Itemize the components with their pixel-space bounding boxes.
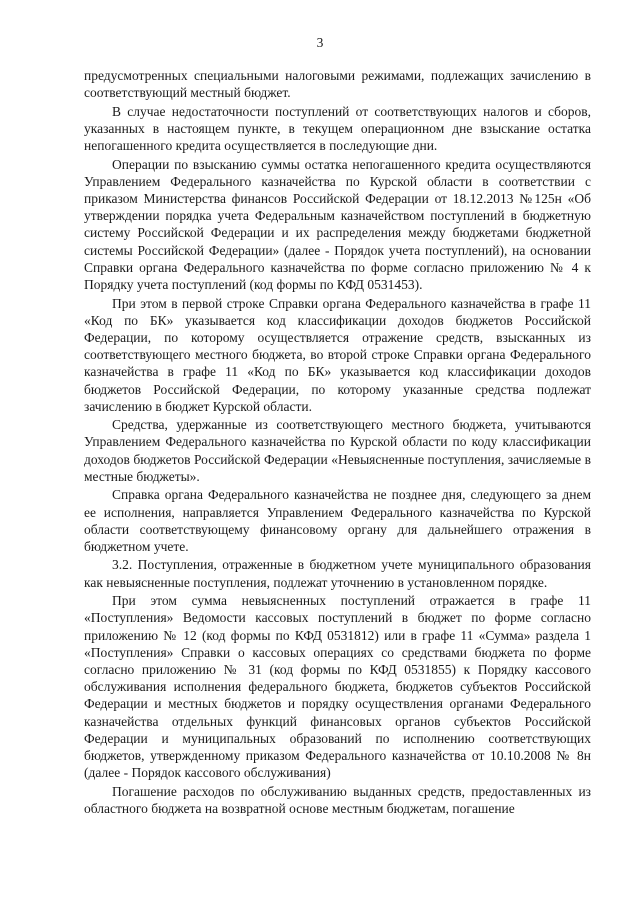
paragraph: 3.2. Поступления, отраженные в бюджетном учете муниципального образования как невыясненные поступления, подлежат уточнению в установленном порядке. [84,557,591,590]
page-number: 3 [316,35,324,50]
paragraph: Средства, удержанные из соответствующего местного бюджета, учитываются Управлением Федерального казначейства по Курской области по коду классификации доходов бюджетов Российской Федерации «Невыясненные поступления, зачисляемые в местные бюджеты». [84,417,591,484]
paragraph: Погашение расходов по обслуживанию выданных средств, предоставленных из областного бюджета на возвратной основе местным бюджетам, погашение [84,783,591,816]
paragraph: предусмотренных специальными налоговыми режимами, подлежащих зачислению в соответствующий местный бюджет. [84,68,591,101]
paragraph: В случае недостаточности поступлений от соответствующих налогов и сборов, указанных в настоящем пункте, в текущем операционном дне взыскание остатка непогашенного кредита осуществляется в последующие дни. [84,103,591,154]
paragraph: Справка органа Федерального казначейства не позднее дня, следующего за днем ее исполнения, направляется Управлением Федерального казначейства по Курской области соответствующему финансовому органу для дальнейшего отражения в бюджетном учете. [84,487,591,554]
document-body [84,67,591,818]
paragraph: Операции по взысканию суммы остатка непогашенного кредита осуществляются Управлением Федерального казначейства по Курской области в соответствии с приказом Министерства финансов Российской Федерации от 18.12.2013 №125н «Об утверждении порядка учета Федеральным казначейством поступлений в бюджетную систему Российской Федерации и их распределения между бюджетами бюджетной системы Российской Федерации» (далее - Порядок учета поступлений), на основании Справки органа Федерального казначейства по форме согласно приложению № 4 к Порядку учета поступлений (код формы по КФД 0531453). [84,156,591,293]
paragraph: При этом в первой строке Справки органа Федерального казначейства в графе 11 «Код по БК» указывается код классификации доходов бюджетов Российской Федерации, по которому осуществляется отражение средств, взысканных из соответствующего местного бюджета, во второй строке Справки органа Федерального казначейства в графе 11 «Код по БК» указывается код классификации доходов бюджетов Российской Федерации, по которому указанные средства подлежат зачислению в бюджет Курской области. [84,295,591,414]
paragraph: При этом сумма невыясненных поступлений отражается в графе 11 «Поступления» Ведомости кассовых поступлений в бюджет по форме согласно приложению № 12 (код формы по КФД 0531812) или в графе 11 «Сумма» раздела 1 «Поступления» Справки о кассовых операциях со средствами бюджета по форме согласно приложению № 31 (код формы по КФД 0531855) к Порядку кассового обслуживания исполнения федерального бюджета, бюджетов субъектов Российской Федерации и местных бюджетов и порядку осуществления органами Федерального казначейства отдельных функций финансовых органов субъектов Российской Федерации и муниципальных образований по исполнению соответствующих бюджетов, утвержденному приказом Федерального казначейства от 10.10.2008 № 8н (далее - Порядок кассового обслуживания) [84,593,591,781]
